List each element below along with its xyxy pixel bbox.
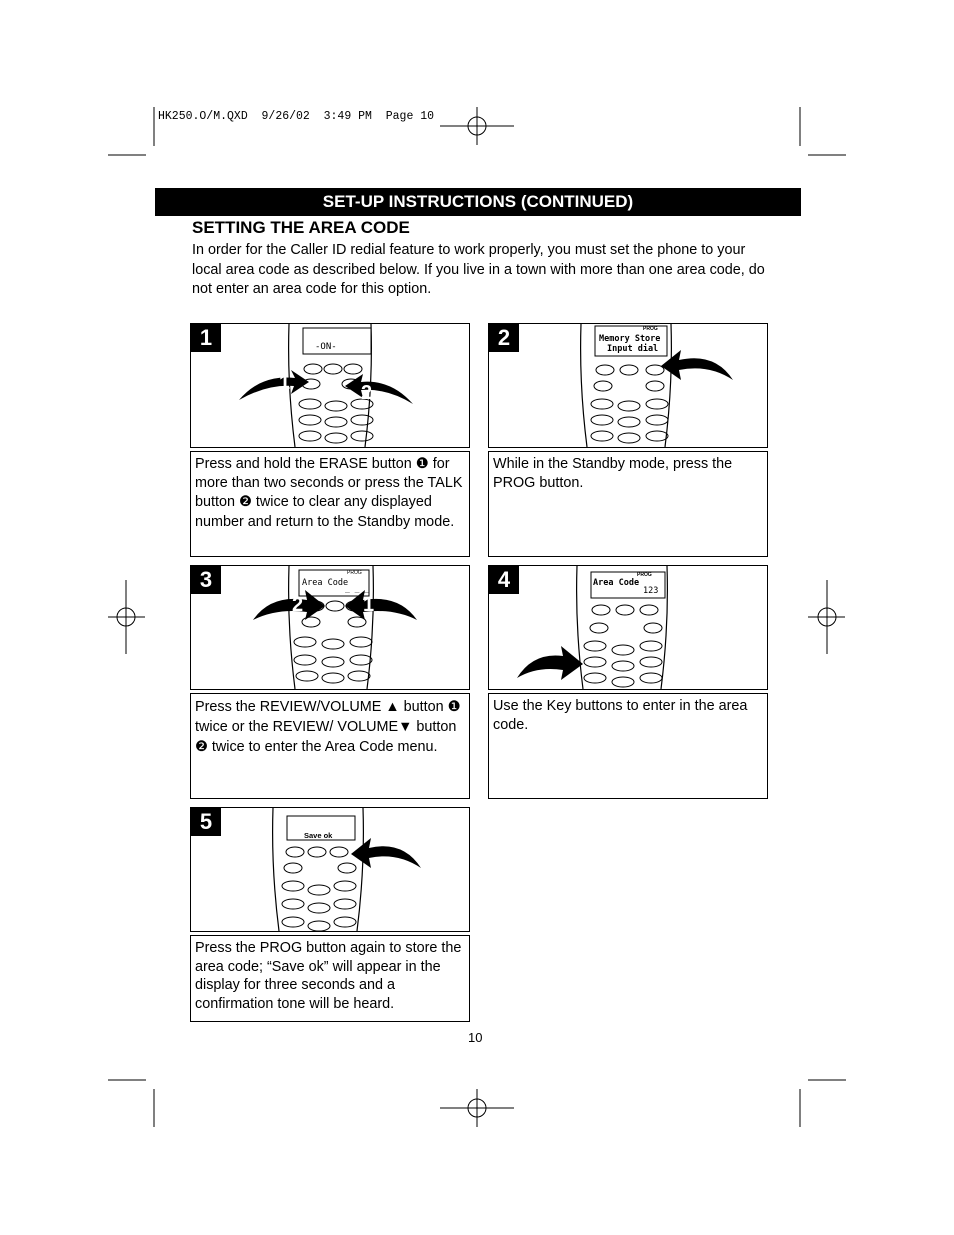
step-5-illustration [190, 807, 470, 932]
intro-paragraph: In order for the Caller ID redial feature to work properly, you must set the phone to your local area code as described below. If you live in a town with more than one area code, do not enter an area code for this option. [192, 242, 765, 297]
display-indicator: PROG [637, 572, 652, 578]
registration-mark-bottom [440, 1089, 514, 1127]
phone-display-line-1: Area Code [593, 578, 640, 588]
phone-illustration [191, 808, 469, 931]
registration-mark-left [108, 580, 145, 654]
step-5-caption: Press the PROG button again to store the area code; “Save ok” will appear in the display for three seconds and a confirmation tone will be heard. [190, 935, 470, 1022]
callout-2: 2 [292, 594, 304, 616]
step-number-badge: 5 [191, 808, 221, 836]
callout-1: 1 [363, 594, 375, 616]
step-number-badge: 4 [489, 566, 519, 594]
phone-display-line-1: Area Code [302, 578, 349, 588]
file-slug-line: HK250.O/M.QXD 9/26/02 3:49 PM Page 10 [158, 110, 435, 123]
callout-2: 2 [361, 382, 373, 404]
registration-mark-right [808, 580, 845, 654]
step-2-caption: While in the Standby mode, press the PROG button. [488, 451, 768, 557]
registration-mark-top [440, 107, 514, 145]
step-1-illustration [190, 323, 470, 448]
step-1-caption: Press and hold the ERASE button ❶ for more than two seconds or press the TALK button ❷ twice to clear any displayed number and return to the Standby mode. [190, 451, 470, 557]
display-indicator: PROG [643, 326, 658, 332]
phone-display-text: -ON- [315, 342, 337, 352]
display-indicator: PROG [347, 570, 362, 576]
step-2-illustration [488, 323, 768, 448]
callout-1: 1 [279, 372, 291, 394]
phone-display-line-2: _ _ _ [345, 584, 370, 593]
step-number-badge: 3 [191, 566, 221, 594]
phone-display-line-2: 123 [643, 586, 659, 596]
phone-display-line-1: Memory Store [599, 334, 661, 344]
step-4-caption: Use the Key buttons to enter in the area code. [488, 693, 768, 799]
step-3-illustration [190, 565, 470, 690]
page-number: 10 [468, 1030, 483, 1045]
step-4-illustration [488, 565, 768, 690]
section-title: SETTING THE AREA CODE [192, 218, 410, 237]
step-number-badge: 1 [191, 324, 221, 352]
phone-display-text: Save ok [304, 831, 333, 840]
phone-display-line-2: Input dial [607, 344, 659, 354]
step-number-badge: 2 [489, 324, 519, 352]
section-header-bar: SET-UP INSTRUCTIONS (CONTINUED) [155, 188, 801, 216]
step-3-caption: Press the REVIEW/VOLUME ▲ button ❶ twice or the REVIEW/ VOLUME▼ button ❷ twice to enter the Area Code menu. [190, 693, 470, 799]
